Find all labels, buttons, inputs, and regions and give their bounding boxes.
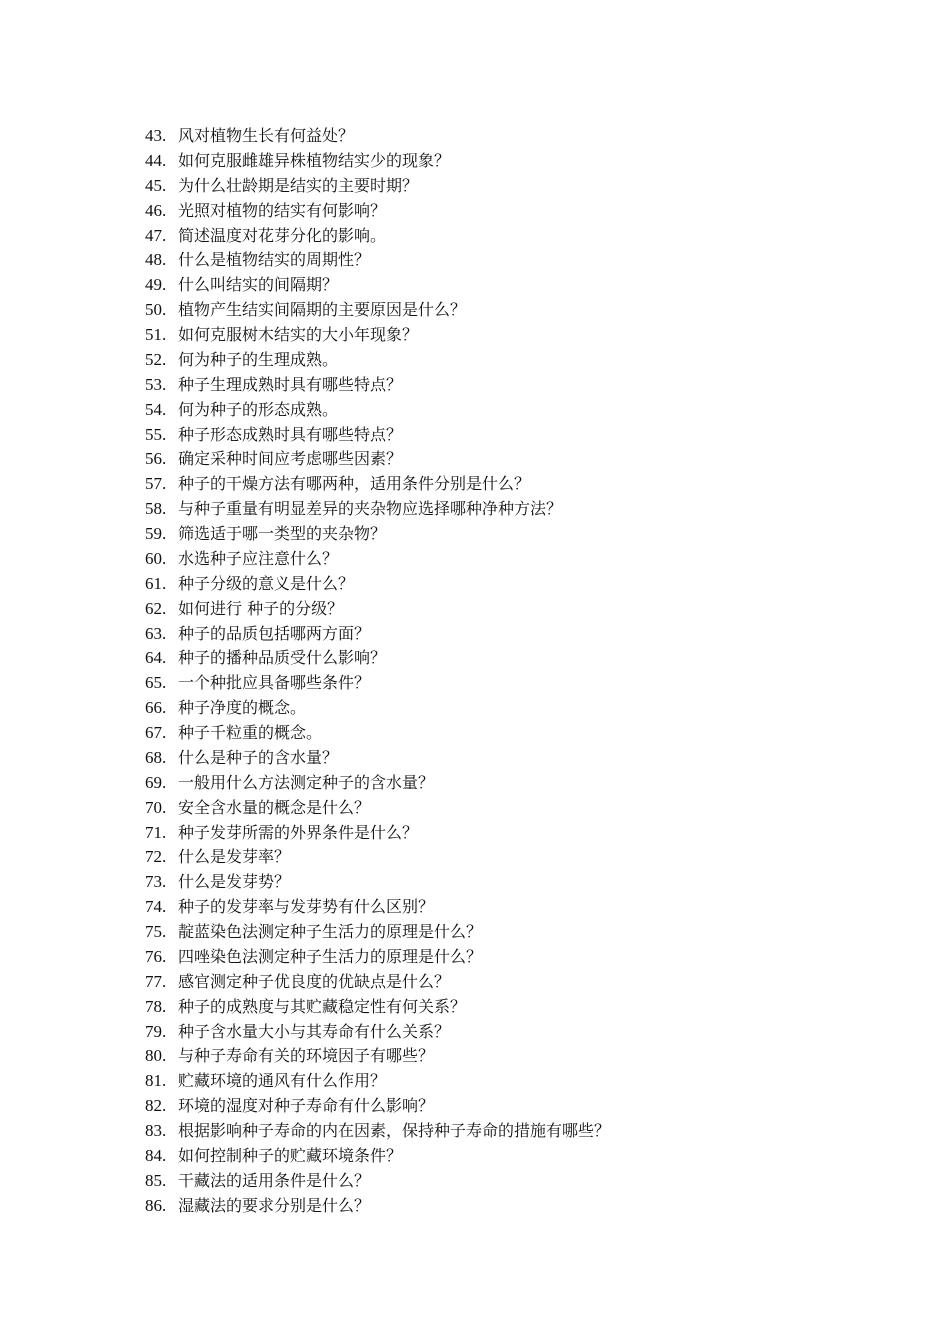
question-item <box>145 174 845 199</box>
question-number: 63. <box>145 623 167 643</box>
question-text: 与种子重量有明显差异的夹杂物应选择哪种净种方法？ <box>178 499 563 519</box>
question-item <box>145 447 845 472</box>
question-text: 如何控制种子的贮藏环境条件？ <box>178 1145 403 1165</box>
question-number: 56. <box>145 449 167 469</box>
question-item <box>145 547 845 572</box>
question-number: 59. <box>145 524 167 543</box>
question-text: 种子生理成熟时具有哪些特点？ <box>178 374 403 394</box>
question-text: 种子的发芽率与发芽势有什么区别？ <box>178 897 435 917</box>
question-number: 73. <box>145 872 167 892</box>
question-number: 60. <box>145 548 167 568</box>
question-text: 种子的播种品质受什么影响？ <box>178 648 387 668</box>
question-item <box>145 1020 845 1045</box>
question-item <box>145 920 845 945</box>
question-text: 根据影响种子寿命的内在因素，保持种子寿命的措施有哪些？ <box>178 1121 611 1140</box>
question-item <box>145 845 845 870</box>
question-item <box>145 373 845 398</box>
question-number: 71. <box>145 822 167 842</box>
question-text: 如何进行 种子的分级？ <box>178 598 344 618</box>
question-item <box>145 1144 845 1169</box>
question-number: 64. <box>145 648 167 668</box>
question-number: 58. <box>145 499 167 519</box>
question-number: 75. <box>145 922 167 941</box>
question-item <box>145 671 845 696</box>
question-item <box>145 398 845 423</box>
question-text: 确定采种时间应考虑哪些因素？ <box>178 449 403 469</box>
question-text: 水选种子应注意什么？ <box>178 548 339 568</box>
question-number: 85. <box>145 1170 167 1190</box>
question-number: 43. <box>145 126 167 145</box>
question-item <box>145 895 845 920</box>
question-number: 50. <box>145 300 167 320</box>
question-item <box>145 1094 845 1119</box>
question-item <box>145 323 845 348</box>
question-item <box>145 597 845 622</box>
question-item <box>145 497 845 522</box>
question-text: 种子含水量大小与其寿命有什么关系？ <box>178 1021 451 1041</box>
question-text: 种子的干燥方法有哪两种，适用条件分别是什么？ <box>178 474 531 494</box>
question-number: 51. <box>145 325 167 344</box>
question-text: 光照对植物的结实有何影响？ <box>178 200 387 220</box>
question-text: 筛选适于哪一类型的夹杂物？ <box>178 524 387 543</box>
question-item <box>145 1119 845 1144</box>
question-item <box>145 746 845 771</box>
question-number: 86. <box>145 1195 167 1215</box>
question-list <box>145 124 845 1219</box>
question-text: 安全含水量的概念是什么？ <box>178 797 371 817</box>
question-number: 53. <box>145 374 167 394</box>
question-item <box>145 124 845 149</box>
question-number: 49. <box>145 275 167 295</box>
question-text: 感官测定种子优良度的优缺点是什么？ <box>178 971 451 991</box>
question-item <box>145 423 845 448</box>
question-item <box>145 771 845 796</box>
question-number: 45. <box>145 175 167 195</box>
question-item <box>145 248 845 273</box>
question-item <box>145 870 845 895</box>
question-text: 种子的成熟度与其贮藏稳定性有何关系？ <box>178 996 467 1016</box>
question-item <box>145 721 845 746</box>
question-item <box>145 970 845 995</box>
question-number: 78. <box>145 996 167 1016</box>
question-item <box>145 472 845 497</box>
question-text: 如何克服树木结实的大小年现象？ <box>178 325 419 344</box>
question-item <box>145 149 845 174</box>
question-number: 74. <box>145 897 167 917</box>
question-text: 种子分级的意义是什么？ <box>178 573 355 593</box>
question-number: 80. <box>145 1046 167 1066</box>
question-text: 什么是种子的含水量？ <box>178 747 339 767</box>
question-text: 一个种批应具备哪些条件？ <box>178 673 371 693</box>
question-text: 风对植物生长有何益处？ <box>178 126 355 145</box>
question-item <box>145 622 845 647</box>
question-item <box>145 273 845 298</box>
question-number: 77. <box>145 971 167 991</box>
question-number: 72. <box>145 847 167 867</box>
question-number: 76. <box>145 946 167 966</box>
question-item <box>145 224 845 249</box>
question-number: 48. <box>145 250 167 270</box>
question-text: 什么是发芽率？ <box>178 847 291 867</box>
question-number: 44. <box>145 150 167 170</box>
question-text: 环境的湿度对种子寿命有什么影响？ <box>178 1096 435 1116</box>
question-item <box>145 572 845 597</box>
question-item <box>145 696 845 721</box>
question-number: 61. <box>145 573 167 593</box>
question-number: 81. <box>145 1071 167 1091</box>
question-number: 57. <box>145 474 167 494</box>
question-number: 65. <box>145 673 167 693</box>
question-text: 种子发芽所需的外界条件是什么？ <box>178 822 419 842</box>
question-text: 什么是发芽势？ <box>178 872 291 892</box>
question-number: 52. <box>145 349 167 369</box>
question-text: 什么是植物结实的周期性？ <box>178 250 371 270</box>
question-text: 湿藏法的要求分别是什么？ <box>178 1195 371 1215</box>
question-number: 70. <box>145 797 167 817</box>
question-item <box>145 796 845 821</box>
question-text: 如何克服雌雄异株植物结实少的现象？ <box>178 150 451 170</box>
question-number: 62. <box>145 598 167 618</box>
question-text: 种子净度的概念。 <box>178 698 307 718</box>
question-text: 什么叫结实的间隔期？ <box>178 275 339 295</box>
question-number: 79. <box>145 1021 167 1041</box>
question-item <box>145 348 845 373</box>
question-number: 83. <box>145 1121 167 1140</box>
question-text: 简述温度对花芽分化的影响。 <box>178 225 387 245</box>
question-text: 靛蓝染色法测定种子生活力的原理是什么？ <box>178 922 483 941</box>
question-item <box>145 1069 845 1094</box>
question-number: 69. <box>145 772 167 792</box>
question-item <box>145 1044 845 1069</box>
question-item <box>145 945 845 970</box>
question-number: 54. <box>145 399 167 419</box>
question-number: 84. <box>145 1145 167 1165</box>
question-text: 何为种子的形态成熟。 <box>178 399 339 419</box>
question-item <box>145 522 845 547</box>
question-text: 与种子寿命有关的环境因子有哪些？ <box>178 1046 435 1066</box>
question-item <box>145 1194 845 1219</box>
question-number: 68. <box>145 747 167 767</box>
question-item <box>145 646 845 671</box>
question-text: 种子形态成熟时具有哪些特点？ <box>178 424 403 444</box>
question-item <box>145 1169 845 1194</box>
question-number: 46. <box>145 200 167 220</box>
question-text: 种子的品质包括哪两方面？ <box>178 623 371 643</box>
question-text: 植物产生结实间隔期的主要原因是什么？ <box>178 300 467 320</box>
question-text: 为什么壮龄期是结实的主要时期？ <box>178 175 419 195</box>
question-text: 四唑染色法测定种子生活力的原理是什么？ <box>178 946 483 966</box>
question-number: 67. <box>145 723 167 742</box>
question-text: 贮藏环境的通风有什么作用？ <box>178 1071 387 1091</box>
question-number: 66. <box>145 698 167 718</box>
question-item <box>145 995 845 1020</box>
question-text: 一般用什么方法测定种子的含水量？ <box>178 772 435 792</box>
question-number: 82. <box>145 1096 167 1116</box>
question-number: 55. <box>145 424 167 444</box>
question-item <box>145 298 845 323</box>
question-text: 种子千粒重的概念。 <box>178 723 323 742</box>
question-text: 何为种子的生理成熟。 <box>178 349 339 369</box>
question-number: 47. <box>145 225 167 245</box>
question-item <box>145 821 845 846</box>
question-text: 干藏法的适用条件是什么？ <box>178 1170 371 1190</box>
question-item <box>145 199 845 224</box>
